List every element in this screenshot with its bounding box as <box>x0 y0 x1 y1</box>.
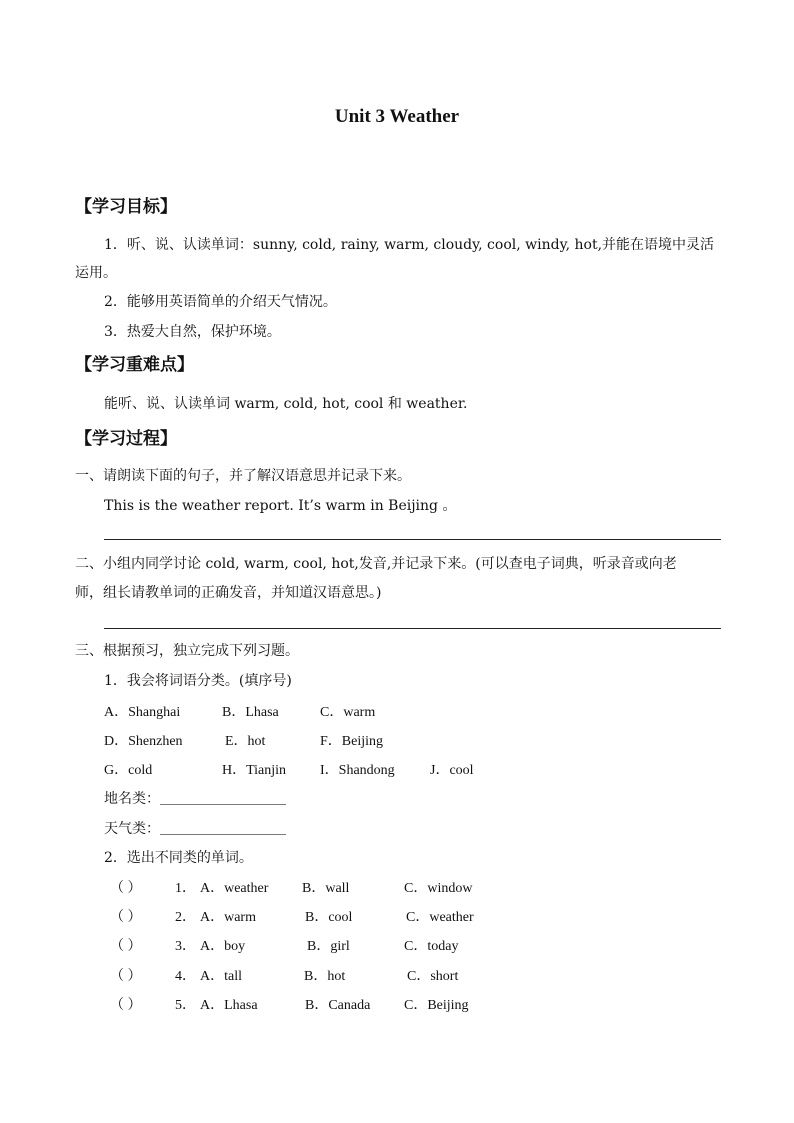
option-i: I．Shandong <box>320 763 395 778</box>
objective-1: 1．听、说、认读单词：sunny, cold, rainy, warm, cloudy, cool, windy, hot,并能在语境中灵活 <box>104 237 715 253</box>
key-points-heading: 【学习重难点】 <box>75 355 194 375</box>
choice-b: B．cool <box>305 910 353 925</box>
item-number: 4． <box>175 969 196 984</box>
choice-a: A．tall <box>200 969 242 984</box>
choice-a: A．Lhasa <box>200 998 258 1013</box>
option-d: D．Shenzhen <box>104 734 183 749</box>
choice-a: A．weather <box>200 881 269 896</box>
option-b: B．Lhasa <box>222 705 279 720</box>
objective-3: 3．热爱大自然，保护环境。 <box>104 324 281 340</box>
choice-b: B．Canada <box>305 998 371 1013</box>
objective-2: 2．能够用英语简单的介绍天气情况。 <box>104 294 337 310</box>
step-3: 三、根据预习，独立完成下列习题。 <box>75 643 299 659</box>
step-2-line-1: 二、小组内同学讨论 cold, warm, cool, hot,发音,并记录下来。(可以查电子词典，听录音或向老 <box>75 556 677 572</box>
key-points-text: 能听、说、认读单词 warm, cold, hot, cool 和 weather. <box>104 396 468 412</box>
option-c: C．warm <box>320 705 376 720</box>
answer-paren: （ ） <box>110 910 142 925</box>
choice-c: C．today <box>404 939 459 954</box>
choice-c: C．Beijing <box>404 998 469 1013</box>
exercise-1-title: 1．我会将词语分类。(填序号) <box>104 673 292 689</box>
weather-category-blank: 天气类：＿＿＿＿＿＿＿＿＿ <box>104 821 286 837</box>
place-category-blank: 地名类：＿＿＿＿＿＿＿＿＿ <box>104 791 286 807</box>
step-2-line-2: 师，组长请教单词的正确发音，并知道汉语意思。) <box>75 585 382 601</box>
objectives-heading: 【学习目标】 <box>75 197 177 217</box>
choice-a: A．warm <box>200 910 256 925</box>
item-number: 3． <box>175 939 196 954</box>
step-1: 一、请朗读下面的句子，并了解汉语意思并记录下来。 <box>75 468 411 484</box>
option-f: F．Beijing <box>320 734 384 749</box>
item-number: 1． <box>175 881 196 896</box>
option-h: H．Tianjin <box>222 763 287 778</box>
choice-c: C．window <box>404 881 473 896</box>
option-e: E．hot <box>225 734 266 749</box>
item-number: 2． <box>175 910 196 925</box>
step-1-sentence: This is the weather report. It’s warm in Beijing 。 <box>104 498 457 514</box>
answer-paren: （ ） <box>110 939 142 954</box>
choice-c: C．short <box>407 969 459 984</box>
choice-a: A．boy <box>200 939 246 954</box>
answer-paren: （ ） <box>110 969 142 984</box>
choice-c: C．weather <box>406 910 474 925</box>
option-g: G．cold <box>104 763 153 778</box>
answer-paren: （ ） <box>110 881 142 896</box>
option-a: A．Shanghai <box>104 705 181 720</box>
exercise-2-title: 2．选出不同类的单词。 <box>104 850 253 866</box>
page-title: Unit 3 Weather <box>334 106 460 127</box>
objective-1-continued: 运用。 <box>75 265 117 281</box>
choice-b: B．wall <box>302 881 350 896</box>
answer-line-1 <box>104 539 721 540</box>
choice-b: B．girl <box>307 939 350 954</box>
process-heading: 【学习过程】 <box>75 429 177 449</box>
item-number: 5． <box>175 998 196 1013</box>
answer-paren: （ ） <box>110 998 142 1013</box>
answer-line-2 <box>104 628 721 629</box>
option-j: J．cool <box>430 763 474 778</box>
choice-b: B．hot <box>304 969 346 984</box>
